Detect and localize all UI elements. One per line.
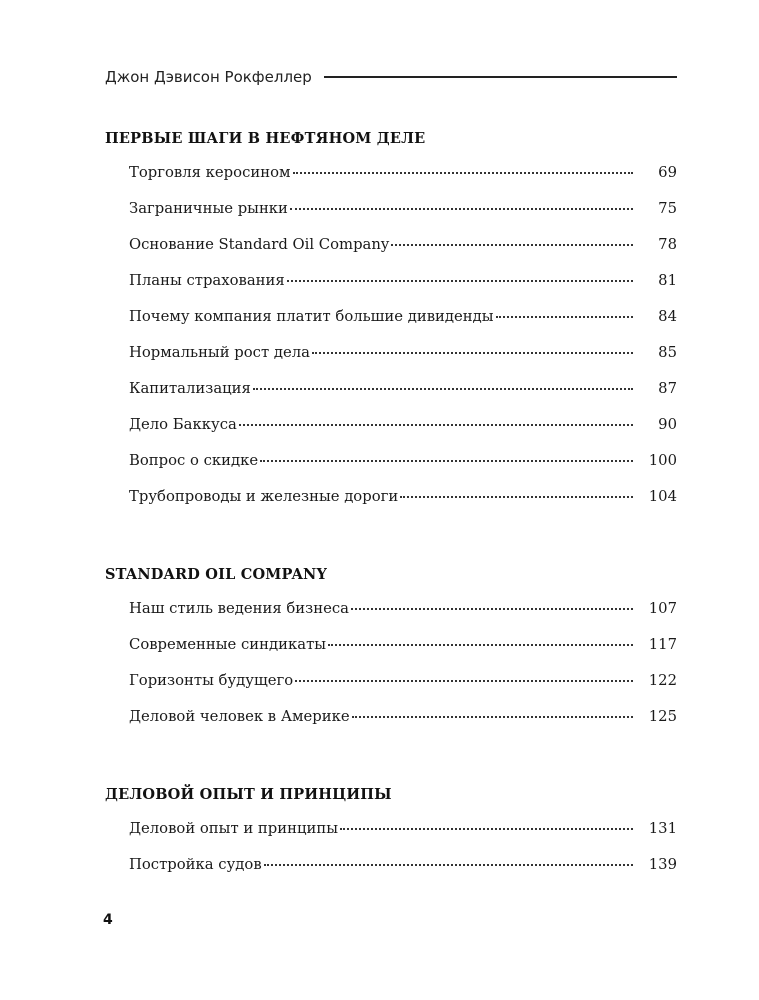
toc-entry[interactable] bbox=[129, 856, 677, 878]
dot-leader bbox=[391, 243, 633, 246]
toc-page-number: 84 bbox=[658, 308, 677, 325]
dot-leader bbox=[239, 423, 633, 426]
dot-leader bbox=[287, 279, 633, 282]
toc-entry[interactable] bbox=[129, 600, 677, 622]
toc-page-number: 90 bbox=[658, 416, 677, 433]
toc-page-number: 81 bbox=[658, 272, 677, 289]
toc-page-number: 75 bbox=[658, 200, 677, 217]
dot-leader bbox=[264, 863, 633, 866]
section-title: ДЕЛОВОЙ ОПЫТ И ПРИНЦИПЫ bbox=[105, 786, 392, 803]
section-title: ПЕРВЫЕ ШАГИ В НЕФТЯНОМ ДЕЛЕ bbox=[105, 130, 426, 147]
dot-leader bbox=[352, 715, 633, 718]
toc-page-number: 122 bbox=[648, 672, 677, 689]
dot-leader bbox=[293, 171, 634, 174]
toc-page-number: 78 bbox=[658, 236, 677, 253]
toc-page-number: 125 bbox=[648, 708, 677, 725]
toc-entry[interactable] bbox=[129, 164, 677, 186]
toc-entry[interactable] bbox=[129, 416, 677, 438]
toc-entry-title: Основание Standard Oil Company bbox=[129, 236, 390, 253]
toc-entry[interactable] bbox=[129, 708, 677, 730]
dot-leader bbox=[496, 315, 633, 318]
toc-page-number: 104 bbox=[648, 488, 677, 505]
running-head-author: Джон Дэвисон Рокфеллер bbox=[105, 68, 312, 86]
toc-entry-title: Капитализация bbox=[129, 380, 251, 397]
toc-entry-title: Современные синдикаты bbox=[129, 636, 327, 653]
toc-page-number: 100 bbox=[648, 452, 677, 469]
toc-entry-title: Горизонты будущего bbox=[129, 672, 294, 689]
toc-entry[interactable] bbox=[129, 380, 677, 402]
toc-entry[interactable] bbox=[129, 344, 677, 366]
toc-page-number: 107 bbox=[648, 600, 677, 617]
dot-leader bbox=[400, 495, 633, 498]
toc-entry-title: Вопрос о скидке bbox=[129, 452, 259, 469]
running-head bbox=[105, 66, 677, 88]
dot-leader bbox=[253, 387, 633, 390]
toc-entry-title: Нормальный рост дела bbox=[129, 344, 310, 361]
toc-entry-title: Деловой опыт и принципы bbox=[129, 820, 338, 837]
toc-page-number: 117 bbox=[648, 636, 677, 653]
toc-page-number: 87 bbox=[658, 380, 677, 397]
toc-entry[interactable] bbox=[129, 236, 677, 258]
dot-leader bbox=[312, 351, 633, 354]
toc-entry-title: Торговля керосином bbox=[129, 164, 291, 181]
dot-leader bbox=[290, 207, 633, 210]
toc-entry[interactable] bbox=[129, 820, 677, 842]
toc-page-number: 139 bbox=[648, 856, 677, 873]
toc-entry[interactable] bbox=[129, 308, 677, 330]
toc-entry-title: Постройка судов bbox=[129, 856, 262, 873]
toc-entry[interactable] bbox=[129, 488, 677, 510]
section-title: STANDARD OIL COMPANY bbox=[105, 566, 328, 583]
page-folio: 4 bbox=[103, 912, 113, 928]
toc-entry-title: Деловой человек в Америке bbox=[129, 708, 350, 725]
toc-entry-title: Наш стиль ведения бизнеса bbox=[129, 600, 349, 617]
toc-entry-title: Дело Баккуса bbox=[129, 416, 237, 433]
dot-leader bbox=[340, 827, 633, 830]
toc-entry[interactable] bbox=[129, 672, 677, 694]
dot-leader bbox=[328, 643, 633, 646]
toc-entry[interactable] bbox=[129, 636, 677, 658]
toc-page-number: 69 bbox=[658, 164, 677, 181]
dot-leader bbox=[260, 459, 633, 462]
toc-entry[interactable] bbox=[129, 272, 677, 294]
running-head-rule bbox=[324, 76, 677, 78]
toc-entry[interactable] bbox=[129, 452, 677, 474]
toc-page-number: 85 bbox=[658, 344, 677, 361]
toc-entry-title: Почему компания платит большие дивиденды bbox=[129, 308, 494, 325]
toc-entry-title: Заграничные рынки bbox=[129, 200, 288, 217]
dot-leader bbox=[295, 679, 633, 682]
toc-entry-title: Трубопроводы и железные дороги bbox=[129, 488, 399, 505]
toc-entry-title: Планы страхования bbox=[129, 272, 285, 289]
toc-page-number: 131 bbox=[648, 820, 677, 837]
toc-entry[interactable] bbox=[129, 200, 677, 222]
dot-leader bbox=[351, 607, 633, 610]
